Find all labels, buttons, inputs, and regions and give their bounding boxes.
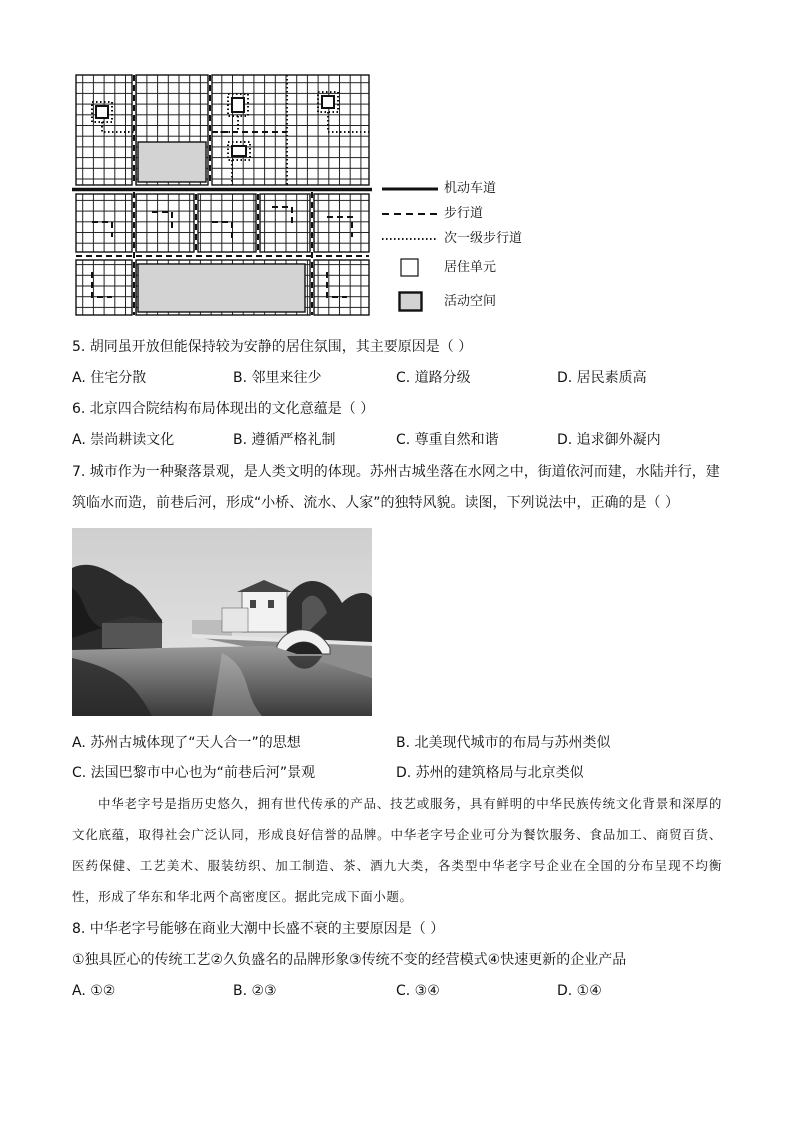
empty-square-icon bbox=[400, 258, 420, 278]
filled-square-icon bbox=[398, 291, 424, 313]
block bbox=[314, 260, 369, 315]
q8-option-d: D. ①④ bbox=[557, 983, 602, 999]
passage-text: 中华老字号是指历史悠久，拥有世代传承的产品、技艺或服务，具有鲜明的中华民族传统文化背景和深厚的文化底蕴，取得社会广泛认同，形成良好信誉的品牌。中华老字号企业可分为餐饮服务、食品加工、商贸百货、医药保健、工艺美术、服装纺织、加工制造、茶、酒九大类，各类型中华老字号企业在全国的分布呈现不均衡性，形成了华东和华北两个高密度区。据此完成下面小题。 bbox=[72, 796, 722, 904]
legend-subwalk-label: 次一级步行道 bbox=[444, 231, 523, 246]
block bbox=[260, 194, 310, 252]
block bbox=[314, 194, 369, 252]
block bbox=[136, 194, 194, 252]
block bbox=[76, 260, 132, 315]
q5-option-c: C. 道路分级 bbox=[396, 370, 471, 386]
activity-space bbox=[138, 142, 206, 182]
legend-walk bbox=[382, 204, 542, 224]
legend-road bbox=[382, 179, 542, 199]
legend-residence bbox=[382, 258, 542, 278]
q8-option-c: C. ③④ bbox=[396, 983, 440, 999]
q6-option-a: A. 崇尚耕读文化 bbox=[72, 432, 175, 448]
legend-residence-label: 居住单元 bbox=[444, 260, 497, 275]
q7-option-c: C. 法国巴黎市中心也为“前巷后河”景观 bbox=[72, 765, 316, 781]
q6-option-d: D. 追求御外凝内 bbox=[557, 432, 661, 448]
q8-option-b: B. ②③ bbox=[233, 983, 277, 999]
block bbox=[212, 75, 369, 185]
q6-option-b: B. 遵循严格礼制 bbox=[233, 432, 336, 448]
legend-road-label: 机动车道 bbox=[444, 181, 497, 196]
q5-option-d: D. 居民素质高 bbox=[557, 370, 647, 386]
q7-option-d: D. 苏州的建筑格局与北京类似 bbox=[396, 765, 584, 781]
q8-statements: ①独具匠心的传统工艺②久负盛名的品牌形象③传统不变的经营模式④快速更新的企业产品 bbox=[72, 952, 627, 968]
q5-option-a: A. 住宅分散 bbox=[72, 370, 147, 386]
q6-option-c: C. 尊重自然和谐 bbox=[396, 432, 499, 448]
q8-stem: 8. 中华老字号能够在商业大潮中长盛不衰的主要原因是（ ） bbox=[72, 921, 445, 937]
reading-passage bbox=[72, 788, 722, 912]
dashed-line-icon bbox=[382, 212, 438, 216]
block bbox=[76, 75, 132, 185]
q6-stem: 6. 北京四合院结构布局体现出的文化意蕴是（ ） bbox=[72, 401, 375, 417]
suzhou-canal-photo bbox=[72, 528, 372, 716]
legend-activity bbox=[382, 292, 542, 312]
solid-line-icon bbox=[382, 187, 438, 191]
q5-option-b: B. 邻里来往少 bbox=[233, 370, 322, 386]
legend-subwalk bbox=[382, 229, 542, 249]
legend-walk-label: 步行道 bbox=[444, 206, 484, 221]
q7-stem-line2: 筑临水而造，前巷后河，形成“小桥、流水、人家”的独特风貌。读图，下列说法中，正确的是（ ） bbox=[72, 495, 679, 511]
q5-stem: 5. 胡同虽开放但能保持较为安静的居住氛围，其主要原因是（ ） bbox=[72, 339, 473, 355]
q7-option-a: A. 苏州古城体现了“天人合一”的思想 bbox=[72, 735, 301, 751]
activity-space bbox=[138, 264, 305, 312]
q8-option-a: A. ①② bbox=[72, 983, 116, 999]
q7-option-b: B. 北美现代城市的布局与苏州类似 bbox=[396, 735, 611, 751]
hutong-layout-map bbox=[72, 72, 372, 318]
q7-stem-line1: 7. 城市作为一种聚落景观，是人类文明的体现。苏州古城坐落在水网之中，街道依河而建，水陆并行，建 bbox=[72, 464, 720, 480]
legend-activity-label: 活动空间 bbox=[444, 294, 497, 309]
dotted-line-icon bbox=[382, 237, 438, 241]
